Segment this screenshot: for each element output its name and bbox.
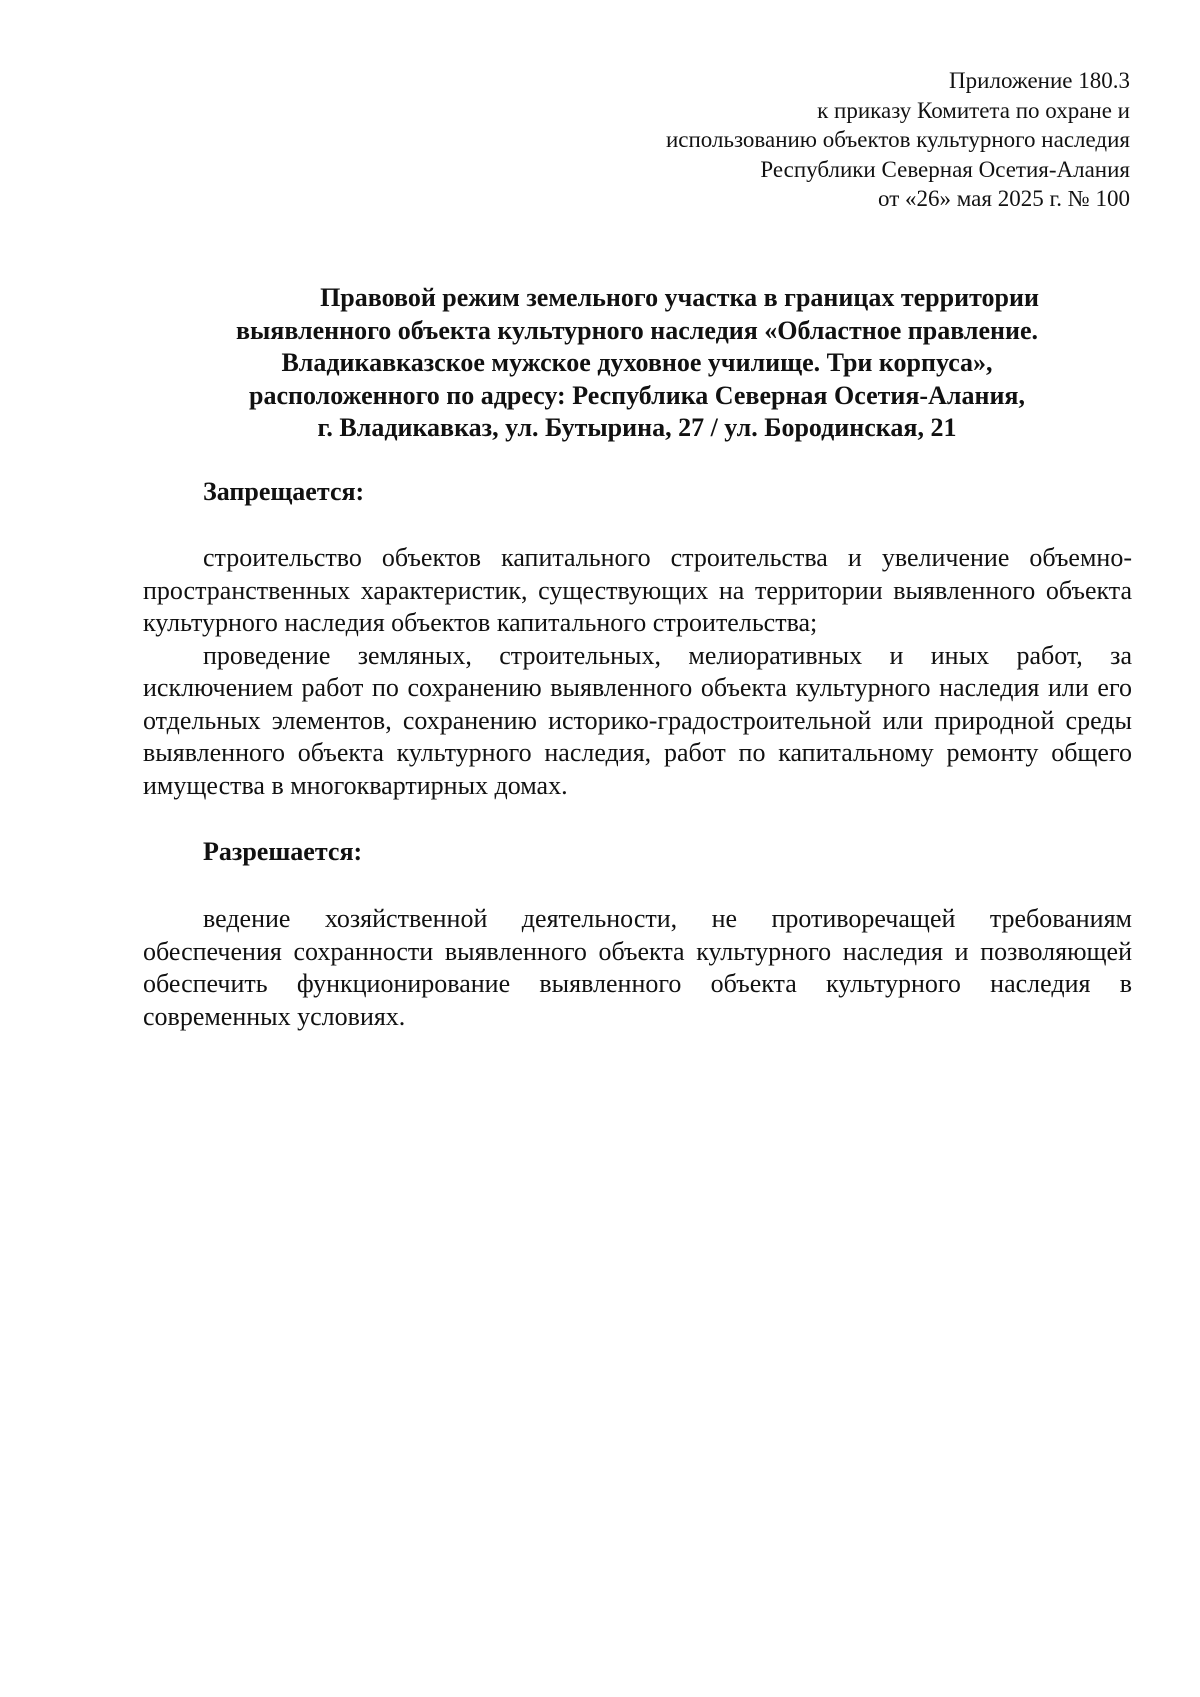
- prohibited-section: [143, 542, 1132, 802]
- prohibited-paragraph: строительство объектов капитального строительства и увеличение объемно-пространственных характеристик, существующих на территории выявленного объекта культурного наследия объектов капитального строительства;: [143, 543, 1132, 637]
- appendix-header: [530, 66, 1130, 214]
- allowed-paragraph: ведение хозяйственной деятельности, не противоречащей требованиям обеспечения сохранности выявленного объекта культурного наследия и позволяющей обеспечить функционирование выявленного объекта культурного наследия в современных условиях.: [143, 904, 1132, 1031]
- allowed-heading: Разрешается:: [203, 837, 363, 866]
- appendix-date-line: от «26» мая 2025 г. № 100: [878, 186, 1130, 211]
- title-line: выявленного объекта культурного наследия «Областное правление.: [235, 315, 1039, 345]
- title-line: расположенного по адресу: Республика Северная Осетия-Алания,: [248, 380, 1025, 410]
- appendix-number: Приложение 180.3: [949, 68, 1130, 93]
- allowed-section: [143, 903, 1132, 1033]
- appendix-committee-line: использованию объектов культурного наследия: [665, 127, 1130, 152]
- prohibited-heading: Запрещается:: [203, 477, 365, 506]
- prohibited-paragraph: проведение земляных, строительных, мелиоративных и иных работ, за исключением работ по сохранению выявленного объекта культурного наследия или его отдельных элементов, сохранению историко-градостроительной или природной среды выявленного объекта культурного наследия, работ по капитальному ремонту общего имущества в многоквартирных домах.: [143, 640, 1132, 800]
- appendix-republic-line: Республики Северная Осетия-Алания: [760, 156, 1130, 182]
- title-line: г. Владикавказ, ул. Бутырина, 27 / ул. Бородинская, 21: [317, 413, 957, 442]
- title-line: Владикавказское мужское духовное училище. Три корпуса»,: [281, 348, 993, 377]
- appendix-order-ref: к приказу Комитета по охране и: [817, 97, 1130, 123]
- title-line: Правовой режим земельного участка в границах территории: [320, 283, 1039, 312]
- document-title: [140, 282, 1134, 445]
